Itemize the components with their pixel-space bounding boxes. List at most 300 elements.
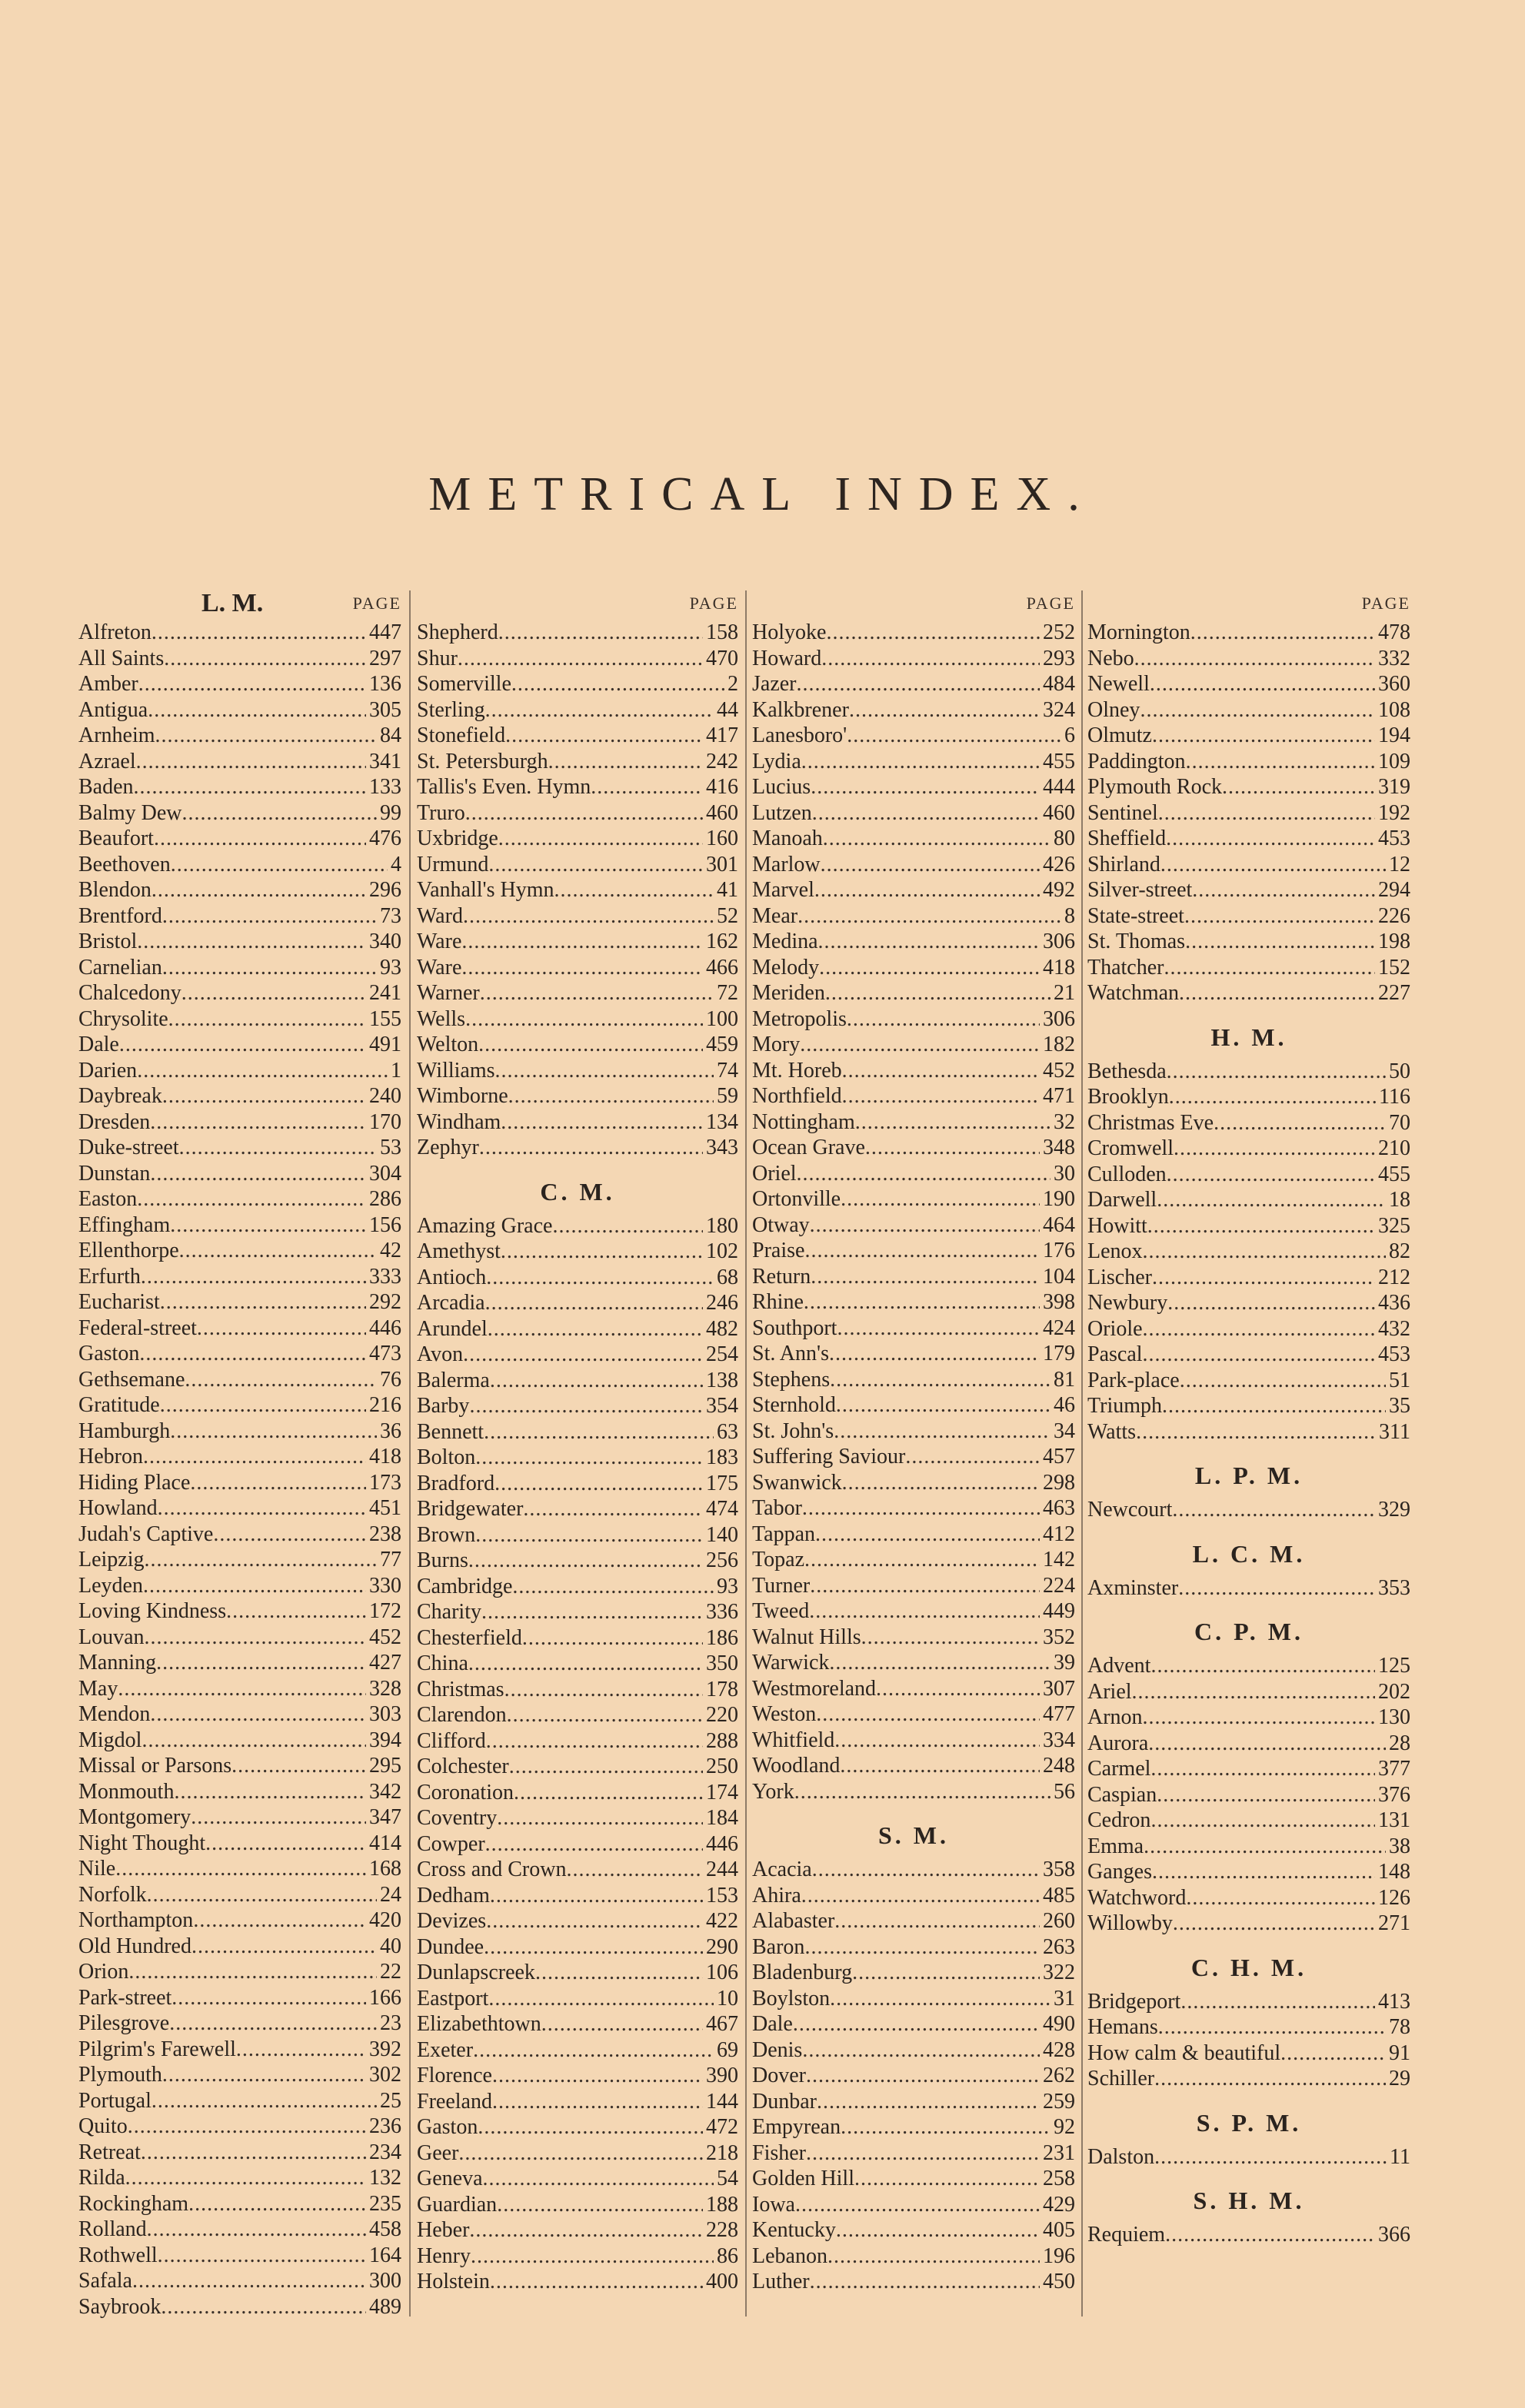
leader-dots <box>132 2268 366 2294</box>
leader-dots <box>147 1882 377 1908</box>
leader-dots <box>226 1598 366 1625</box>
tune-name: Rothwell <box>78 2243 158 2267</box>
index-entry <box>752 2217 1075 2243</box>
leader-dots <box>802 1495 1040 1522</box>
index-entry <box>78 1779 401 1805</box>
tune-name: Sternhold <box>752 1393 836 1417</box>
tune-name: Lanesboro' <box>752 723 847 747</box>
page-number: 78 <box>1389 2015 1410 2039</box>
tune-name: Clifford <box>417 1728 486 1753</box>
index-entry <box>752 2140 1075 2167</box>
index-entry <box>78 1985 401 2011</box>
index-entry <box>417 2192 738 2218</box>
leader-dots <box>842 1083 1040 1109</box>
leader-dots <box>514 1780 703 1806</box>
index-entry <box>78 1315 401 1342</box>
tune-name: Tabor <box>752 1496 802 1520</box>
index-entry <box>78 1367 401 1393</box>
page-number: 109 <box>1378 749 1410 773</box>
page-number: 93 <box>717 1574 738 1598</box>
tune-name: Nebo <box>1087 646 1134 670</box>
leader-dots <box>197 1315 366 1342</box>
tune-name: Triumph <box>1087 1394 1163 1418</box>
leader-dots <box>134 774 366 800</box>
page-number: 91 <box>1389 2040 1410 2065</box>
tune-name: Arnheim <box>78 723 155 747</box>
leader-dots <box>488 1986 714 2012</box>
index-entry <box>752 697 1075 723</box>
tune-name: Bladenburg <box>752 1961 853 1984</box>
tune-name: Watchman <box>1087 981 1180 1005</box>
tune-name: Cross and Crown <box>417 1858 567 1881</box>
index-entry <box>417 1754 738 1780</box>
tune-name: Fisher <box>752 2140 806 2165</box>
leader-dots <box>1169 1084 1376 1110</box>
page-number: 44 <box>717 697 738 722</box>
page-number: 41 <box>717 878 738 902</box>
tune-name: Boylston <box>752 1986 831 2011</box>
index-column-3 <box>752 586 1075 2295</box>
index-entry <box>1087 1059 1410 1085</box>
leader-dots <box>1143 1705 1375 1731</box>
index-entry <box>752 903 1075 930</box>
page-number: 474 <box>706 1497 738 1521</box>
page-number: 102 <box>706 1239 738 1263</box>
tune-name: All Saints <box>78 646 165 670</box>
page-number: 77 <box>380 1548 401 1572</box>
tune-name: Mornington <box>1087 620 1190 644</box>
page-number: 164 <box>369 2243 401 2267</box>
tune-name: Weston <box>752 1702 817 1726</box>
page-number: 297 <box>369 646 401 670</box>
index-entry <box>752 2011 1075 2037</box>
leader-dots <box>463 903 714 930</box>
tune-name: Empyrean <box>752 2115 841 2139</box>
tune-name: Tallis's Even. Hymn <box>417 775 591 799</box>
index-entry <box>1087 1885 1410 1911</box>
leader-dots <box>1174 1136 1375 1162</box>
index-entry <box>417 1109 738 1136</box>
index-entry <box>78 826 401 852</box>
tune-name: How calm & beautiful <box>1087 2040 1281 2065</box>
tune-name: Golden Hill <box>752 2167 854 2190</box>
index-entry <box>752 2166 1075 2192</box>
page-number: 271 <box>1378 1911 1410 1935</box>
index-entry <box>752 1186 1075 1212</box>
leader-dots <box>168 1006 366 1033</box>
page-title: METRICAL INDEX. <box>428 468 1097 521</box>
tune-name: Old Hundred <box>78 1934 191 1958</box>
index-entry <box>78 1212 401 1239</box>
page-number: 466 <box>706 955 738 979</box>
page-number: 260 <box>1043 1909 1075 1933</box>
tune-name: Rilda <box>78 2166 125 2190</box>
page-number: 54 <box>717 2167 738 2190</box>
index-entry <box>752 2114 1075 2140</box>
tune-name: Dunstan <box>78 1161 151 1186</box>
index-entry <box>78 2140 401 2166</box>
leader-dots <box>171 852 388 878</box>
index-entry <box>78 1804 401 1831</box>
page-number: 478 <box>1378 620 1410 644</box>
tune-name: Cedron <box>1087 1808 1151 1832</box>
index-entry <box>1087 1731 1410 1757</box>
leader-dots <box>475 1445 703 1471</box>
tune-name: Bolton <box>417 1445 476 1469</box>
leader-dots <box>811 1264 1040 1290</box>
leader-dots <box>1167 1059 1386 1085</box>
page-number: 21 <box>1054 981 1075 1005</box>
page-number: 292 <box>369 1290 401 1314</box>
leader-dots <box>142 1728 366 1754</box>
index-entry <box>417 2037 738 2064</box>
index-entry <box>752 1161 1075 1187</box>
leader-dots <box>473 2037 714 2064</box>
tune-name: Brooklyn <box>1087 1085 1169 1109</box>
meter-heading: C. H. M. <box>1190 1953 1307 1981</box>
tune-name: Metropolis <box>752 1006 847 1031</box>
leader-dots <box>492 2063 703 2089</box>
index-entry <box>752 1289 1075 1315</box>
tune-name: Paddington <box>1087 749 1186 773</box>
leader-dots <box>191 1934 377 1960</box>
page-number: 186 <box>706 1625 738 1650</box>
index-entry <box>752 671 1075 697</box>
leader-dots <box>169 2011 377 2037</box>
tune-name: Barby <box>417 1394 470 1418</box>
page-number: 449 <box>1043 1599 1075 1623</box>
tune-name: Alabaster <box>752 1909 835 1933</box>
index-entry <box>417 671 738 697</box>
tune-name: St. Thomas <box>1087 930 1186 953</box>
leader-dots <box>847 1006 1040 1033</box>
leader-dots <box>461 955 703 981</box>
index-entry <box>752 620 1075 646</box>
page-number: 471 <box>1043 1084 1075 1108</box>
leader-dots <box>800 1032 1040 1058</box>
leader-dots <box>137 1186 366 1212</box>
leader-dots <box>486 1728 703 1754</box>
index-entry <box>1087 1187 1410 1213</box>
leader-dots <box>841 1186 1040 1212</box>
leader-dots <box>554 877 714 903</box>
column-header <box>78 586 401 620</box>
page-number: 428 <box>1043 2037 1075 2062</box>
tune-name: Axminster <box>1087 1575 1179 1600</box>
page-number: 360 <box>1378 672 1410 696</box>
index-entry <box>752 2243 1075 2270</box>
page-number: 162 <box>706 930 738 953</box>
page-number: 333 <box>369 1264 401 1289</box>
leader-dots <box>501 1239 703 1265</box>
leader-dots <box>1173 1911 1375 1937</box>
tune-name: Effingham <box>78 1212 171 1237</box>
page-number: 227 <box>1378 981 1410 1005</box>
page-number: 176 <box>1043 1239 1075 1262</box>
leader-dots <box>1154 2066 1386 2092</box>
leader-dots <box>804 1238 1040 1264</box>
leader-dots <box>505 723 703 749</box>
index-entry <box>78 2114 401 2140</box>
leader-dots <box>509 1754 703 1780</box>
leader-dots <box>158 1495 366 1522</box>
column-header <box>1087 586 1410 620</box>
leader-dots <box>522 1625 703 1651</box>
index-entry <box>1087 723 1410 749</box>
tune-name: Coronation <box>417 1780 514 1804</box>
page-number: 244 <box>706 1858 738 1881</box>
tune-name: Alfreton <box>78 620 152 644</box>
index-entry <box>1087 1782 1410 1808</box>
tune-name: Arnon <box>1087 1705 1143 1729</box>
tune-name: Eastport <box>417 1986 489 2011</box>
leader-dots <box>1190 620 1375 646</box>
index-entry <box>78 1161 401 1187</box>
tune-name: Praise <box>752 1239 805 1262</box>
tune-name: York <box>752 1779 794 1804</box>
index-entry <box>752 1341 1075 1367</box>
leader-dots <box>1280 2040 1386 2067</box>
tune-name: Antioch <box>417 1265 487 1289</box>
page-number: 183 <box>706 1445 738 1469</box>
tune-name: Montgomery <box>78 1805 191 1829</box>
page-number: 473 <box>369 1342 401 1365</box>
page-number: 467 <box>706 2012 738 2036</box>
page-number: 343 <box>706 1136 738 1159</box>
leader-dots <box>1150 1756 1375 1782</box>
page-number: 460 <box>706 800 738 825</box>
index-entry <box>1087 1911 1410 1937</box>
leader-dots <box>1166 826 1375 852</box>
leader-dots <box>801 1883 1040 1909</box>
page-number: 231 <box>1043 2140 1075 2165</box>
tune-name: Plymouth <box>78 2063 162 2087</box>
index-entry <box>78 1186 401 1212</box>
page-number: 50 <box>1389 1059 1410 1083</box>
page-number: 72 <box>717 981 738 1005</box>
index-entry <box>1087 1290 1410 1316</box>
index-entry <box>1087 1575 1410 1601</box>
index-entry <box>417 620 738 646</box>
tune-name: St. John's <box>752 1419 834 1443</box>
leader-dots <box>492 2089 703 2115</box>
tune-name: Urmund <box>417 852 489 876</box>
index-entry <box>417 1805 738 1831</box>
page-number: 319 <box>1378 775 1410 799</box>
leader-dots <box>490 2269 703 2295</box>
leader-dots <box>488 1316 703 1342</box>
page-number: 8 <box>1064 903 1075 928</box>
tune-name: Ortonville <box>752 1187 841 1211</box>
index-entry <box>78 1934 401 1960</box>
index-entry <box>752 800 1075 827</box>
leader-dots <box>1152 723 1375 749</box>
tune-name: Shur <box>417 646 458 670</box>
index-entry <box>752 1367 1075 1393</box>
page-number: 180 <box>706 1213 738 1238</box>
index-entry <box>78 1831 401 1857</box>
index-entry <box>752 1058 1075 1084</box>
leader-dots <box>190 1470 366 1496</box>
index-entry <box>417 2063 738 2089</box>
tune-name: Turner <box>752 1573 811 1598</box>
tune-name: Woodland <box>752 1754 841 1778</box>
tune-name: Southport <box>752 1315 837 1340</box>
meter-heading: L. C. M. <box>1192 1539 1306 1568</box>
tune-name: Jazer <box>752 672 797 696</box>
page-number: 304 <box>369 1161 401 1186</box>
leader-dots <box>468 1651 703 1677</box>
index-entry <box>417 1934 738 1961</box>
index-entry <box>417 1496 738 1522</box>
page-number: 457 <box>1043 1445 1075 1468</box>
index-entry <box>752 955 1075 981</box>
index-entry <box>78 1058 401 1084</box>
leader-dots <box>128 2114 366 2140</box>
page-number: 418 <box>369 1445 401 1468</box>
index-entry <box>1087 1989 1410 2015</box>
page-number: 130 <box>1378 1705 1410 1729</box>
leader-dots <box>810 2269 1040 2295</box>
index-entry <box>752 1392 1075 1419</box>
index-entry <box>78 852 401 878</box>
index-entry <box>752 1934 1075 1961</box>
index-entry <box>752 1315 1075 1342</box>
page-number: 235 <box>369 2191 401 2216</box>
page-number: 174 <box>706 1780 738 1804</box>
index-entry <box>78 1444 401 1470</box>
leader-dots <box>231 1753 366 1779</box>
page-number: 108 <box>1378 697 1410 722</box>
tune-name: Advent <box>1087 1654 1151 1678</box>
leader-dots <box>468 1548 703 1574</box>
leader-dots <box>1157 1187 1386 1213</box>
index-entry <box>78 877 401 903</box>
index-entry <box>1087 2144 1410 2170</box>
tune-name: Westmoreland <box>752 1676 877 1701</box>
page-number: 295 <box>369 1754 401 1778</box>
tune-name: Park-street <box>78 1985 172 2010</box>
index-entry <box>417 2269 738 2295</box>
index-entry <box>417 877 738 903</box>
page-number: 301 <box>706 852 738 876</box>
tune-name: Olmutz <box>1087 723 1152 747</box>
leader-dots <box>809 1598 1040 1625</box>
leader-dots <box>179 1238 377 1264</box>
page-number: 23 <box>380 2011 401 2035</box>
page-number: 158 <box>706 620 738 644</box>
leader-dots <box>145 1547 377 1573</box>
index-entry <box>752 826 1075 852</box>
column-header <box>752 586 1075 620</box>
tune-name: Marvel <box>752 878 814 902</box>
page-number: 155 <box>369 1006 401 1031</box>
tune-name: Watchword <box>1087 1885 1187 1910</box>
tune-name: Gaston <box>417 2115 478 2139</box>
leader-dots <box>815 1522 1040 1548</box>
tune-name: Clarendon <box>417 1703 507 1727</box>
index-entry <box>78 1495 401 1522</box>
page-number: 330 <box>369 1573 401 1598</box>
leader-dots <box>1140 697 1375 723</box>
tune-name: Mory <box>752 1033 801 1056</box>
meter-heading: L. P. M. <box>1194 1462 1304 1489</box>
leader-dots <box>465 1006 703 1033</box>
tune-name: Dale <box>752 2012 793 2036</box>
tune-name: Ellenthorpe <box>78 1239 179 1262</box>
tune-name: Warner <box>417 981 480 1005</box>
page-number: 376 <box>1378 1782 1410 1807</box>
index-entry <box>78 1419 401 1445</box>
tune-name: Christmas <box>417 1677 504 1701</box>
index-entry <box>1087 1342 1410 1368</box>
index-entry <box>752 1547 1075 1573</box>
index-entry <box>752 1006 1075 1033</box>
page-number: 398 <box>1043 1290 1075 1314</box>
index-entry <box>1087 1084 1410 1110</box>
leader-dots <box>156 1650 366 1676</box>
page-number: 422 <box>706 1909 738 1933</box>
leader-dots <box>829 1650 1051 1676</box>
index-entry <box>78 1650 401 1676</box>
meter-heading: S. M. <box>878 1821 949 1849</box>
page-number: 390 <box>706 2064 738 2087</box>
page-label: PAGE <box>352 594 401 613</box>
page-number: 170 <box>369 1109 401 1134</box>
leader-dots <box>475 1522 703 1548</box>
index-entry <box>417 1471 738 1497</box>
page-number: 392 <box>369 2037 401 2061</box>
page-number: 39 <box>1054 1651 1075 1675</box>
leader-dots <box>478 1032 703 1058</box>
leader-dots <box>1148 1731 1386 1757</box>
index-entry <box>752 749 1075 775</box>
page-number: 51 <box>1389 1368 1410 1392</box>
index-entry <box>78 1701 401 1728</box>
leader-dots <box>1152 1859 1375 1885</box>
tune-name: Ocean Grave <box>752 1136 865 1159</box>
tune-name: Ahira <box>752 1883 801 1907</box>
index-entry <box>417 1625 738 1651</box>
index-entry <box>1087 671 1410 697</box>
leader-dots <box>1132 1679 1375 1705</box>
page-number: 132 <box>369 2166 401 2190</box>
page-number: 305 <box>369 697 401 722</box>
leader-dots <box>508 1083 714 1109</box>
tune-name: Judah's Captive <box>78 1522 214 1546</box>
index-entry <box>1087 1497 1410 1523</box>
page-number: 418 <box>1043 955 1075 979</box>
tune-name: Henry <box>417 2243 471 2268</box>
leader-dots <box>484 1419 714 1445</box>
leader-dots <box>1143 1316 1375 1342</box>
tune-name: China <box>417 1651 468 1675</box>
tune-name: Duke-street <box>78 1136 179 1159</box>
leader-dots <box>154 826 366 852</box>
tune-name: Stephens <box>752 1367 831 1392</box>
tune-name: Chalcedony <box>78 981 181 1005</box>
tune-name: Brown <box>417 1522 476 1547</box>
leader-dots <box>1184 903 1375 930</box>
index-entry <box>752 2089 1075 2115</box>
leader-dots <box>136 749 366 775</box>
index-entry <box>417 1599 738 1625</box>
index-entry <box>78 671 401 697</box>
index-entry <box>417 646 738 672</box>
index-entry <box>78 1625 401 1651</box>
tune-name: Heber <box>417 2218 470 2242</box>
tune-name: Migdol <box>78 1728 142 1752</box>
